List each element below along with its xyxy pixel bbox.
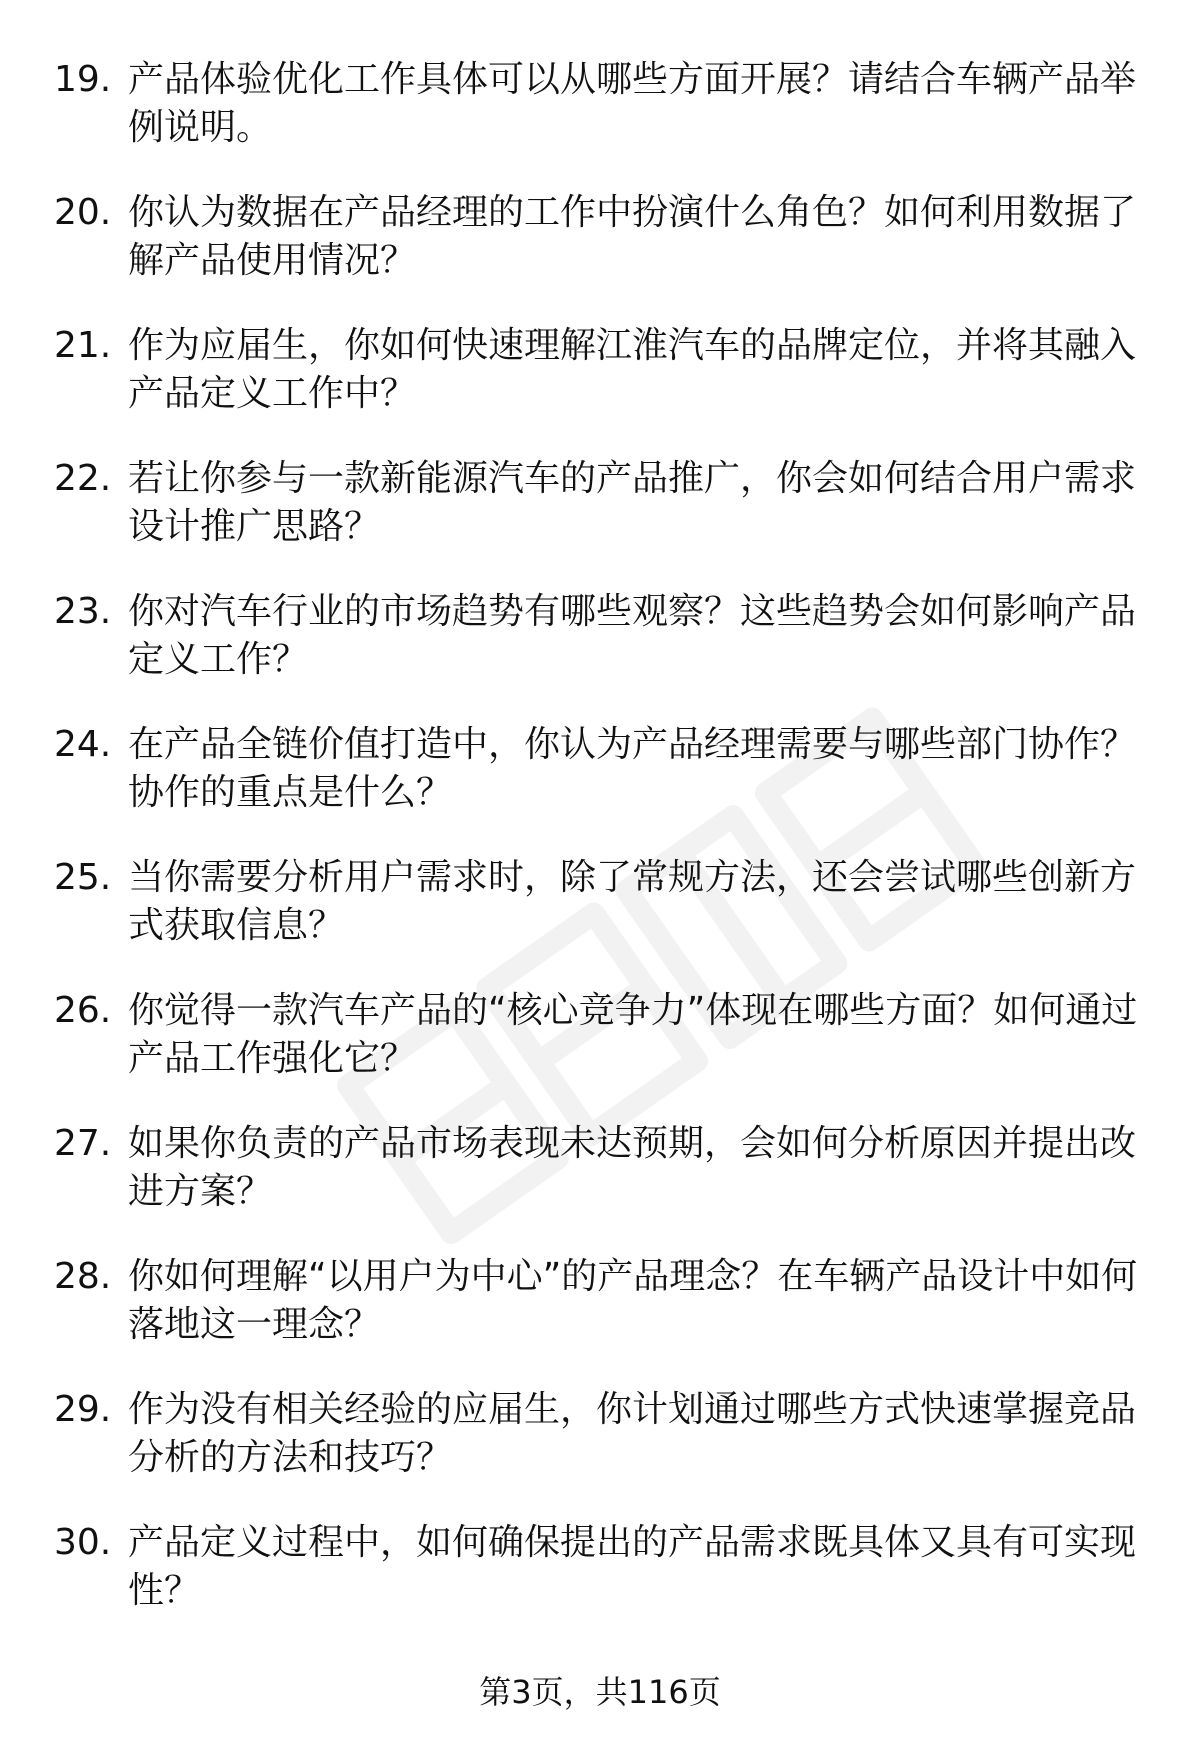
question-text: 你认为数据在产品经理的工作中扮演什么角色？如何利用数据了解产品使用情况？	[128, 192, 1137, 281]
question-text: 若让你参与一款新能源汽车的产品推广，你会如何结合用户需求设计推广思路？	[128, 458, 1137, 547]
list-item	[0, 1253, 1200, 1386]
question-text: 你对汽车行业的市场趋势有哪些观察？这些趋势会如何影响产品定义工作？	[128, 591, 1137, 680]
question-text: 当你需要分析用户需求时，除了常规方法，还会尝试哪些创新方式获取信息？	[128, 857, 1137, 946]
question-number: 27.	[54, 1123, 112, 1164]
question-number: 21.	[54, 325, 112, 366]
question-number: 24.	[54, 724, 112, 765]
question-number: 30.	[54, 1522, 112, 1563]
question-text: 产品体验优化工作具体可以从哪些方面开展？请结合车辆产品举例说明。	[128, 59, 1137, 148]
question-number: 22.	[54, 458, 112, 499]
question-text: 你觉得一款汽车产品的“核心竞争力”体现在哪些方面？如何通过产品工作强化它？	[128, 990, 1138, 1079]
page-number-footer: 第3页，共116页	[479, 1673, 721, 1711]
list-item	[0, 1386, 1200, 1519]
list-item	[0, 56, 1200, 189]
question-number: 20.	[54, 192, 112, 233]
question-number: 19.	[54, 59, 112, 100]
question-text: 产品定义过程中，如何确保提出的产品需求既具体又具有可实现性？	[128, 1522, 1137, 1611]
question-text: 作为应届生，你如何快速理解江淮汽车的品牌定位，并将其融入产品定义工作中？	[128, 325, 1137, 414]
question-number: 29.	[54, 1389, 112, 1430]
question-number: 25.	[54, 857, 112, 898]
list-item	[0, 854, 1200, 987]
question-number: 28.	[54, 1256, 112, 1297]
list-item	[0, 588, 1200, 721]
list-item	[0, 1120, 1200, 1253]
list-item	[0, 987, 1200, 1120]
list-item	[0, 455, 1200, 588]
question-text: 在产品全链价值打造中，你认为产品经理需要与哪些部门协作？协作的重点是什么？	[128, 724, 1137, 813]
question-number: 23.	[54, 591, 112, 632]
list-item	[0, 322, 1200, 455]
list-item	[0, 189, 1200, 322]
list-item	[0, 1519, 1200, 1652]
question-text: 你如何理解“以用户为中心”的产品理念？在车辆产品设计中如何落地这一理念？	[128, 1256, 1138, 1345]
question-text: 如果你负责的产品市场表现未达预期，会如何分析原因并提出改进方案？	[128, 1123, 1137, 1212]
list-item	[0, 721, 1200, 854]
question-text: 作为没有相关经验的应届生，你计划通过哪些方式快速掌握竞品分析的方法和技巧？	[128, 1389, 1137, 1478]
question-number: 26.	[54, 990, 112, 1031]
question-list	[0, 56, 1200, 1652]
